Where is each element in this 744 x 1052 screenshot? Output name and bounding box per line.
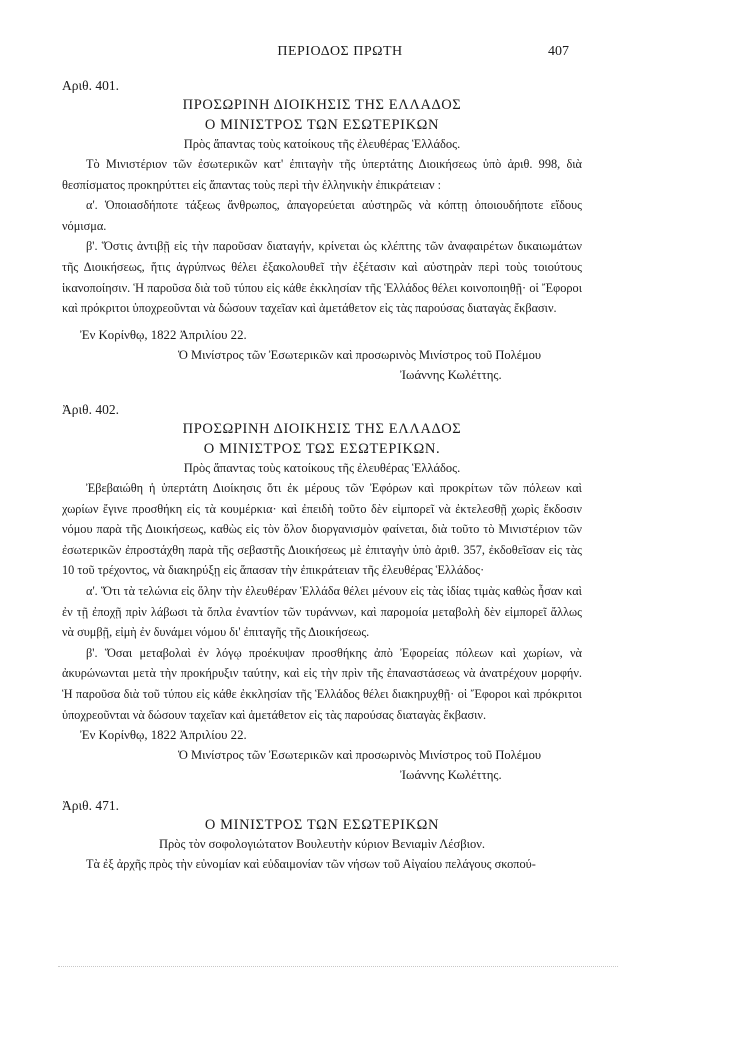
running-title: ΠΕΡΙΟΔΟΣ ΠΡΩΤΗ: [277, 44, 403, 59]
document-paragraph: α'. Ὅτι τὰ τελώνια εἰς ὅλην τὴν ἐλευθέραν Ἑλλάδα θέλει μένουν εἰς τὰς ἰδίας τιμὰς καθὼς ἦσαν καὶ ἐν τῇ ἐποχῇ πρὶν λάβωσι τὰ ὅπλα ἐναντίον τῶν τυράννων, καὶ παρομοία μεταβολὴ δὲν εἰμπορεῖ ἄλλως νὰ συμβῇ, εἰμὴ ἐν δυνάμει νόμου δι' ἐπιταγῆς τῆς Διοικήσεως.: [62, 583, 582, 640]
signature-name: Ἰωάννης Κωλέττης.: [400, 768, 502, 783]
scan-dotted-line: [58, 966, 618, 969]
document-471: [62, 796, 582, 875]
document-heading-line-1: Ο ΜΙΝΙΣΤΡΟΣ ΤΩΝ ΕΣΩΤΕΡΙΚΩΝ: [204, 817, 440, 833]
document-number: Ἀριθ. 471.: [62, 798, 119, 813]
page-number: 407: [548, 44, 569, 59]
document-paragraph: Τὰ ἐξ ἀρχῆς πρὸς τὴν εὐνομίαν καὶ εὐδαιμονίαν τῶν νήσων τοῦ Αἰγαίου πελάγους σκοπού-: [86, 857, 536, 871]
document-addressee: Πρὸς ἅπαντας τοὺς κατοίκους τῆς ἐλευθέρας Ἑλλάδος.: [183, 137, 461, 151]
document-addressee: Πρὸς ἅπαντας τοὺς κατοίκους τῆς ἐλευθέρας Ἑλλάδος.: [183, 461, 461, 475]
document-heading-line-1: ΠΡΟΣΩΡΙΝΗ ΔΙΟΙΚΗΣΙΣ ΤΗΣ ΕΛΛΑΔΟΣ: [182, 97, 462, 113]
document-number: Ἀριθ. 402.: [62, 402, 119, 417]
document-addressee: Πρὸς τὸν σοφολογιώτατον Βουλευτὴν κύριον Βενιαμὶν Λέσβιον.: [159, 837, 485, 851]
document-paragraph: α'. Ὁποιασδήποτε τάξεως ἄνθρωπος, ἀπαγορεύεται αὐστηρῶς νὰ κόπτῃ ὁποιουδήποτε εἴδους νόμισμα.: [62, 198, 582, 233]
document-paragraph: Ἐβεβαιώθη ἡ ὑπερτάτη Διοίκησις ὅτι ἐκ μέρους τῶν Ἐφόρων καὶ προκρίτων τῶν πόλεων καὶ χωρίων ἔγινε προσθήκη εἰς τὰ κουμέρκια· καὶ ἐπειδὴ τοῦτο δὲν εἰμπορεῖ νὰ ἐκτελεσθῇ χωρὶς ἔκδοσιν νόμου παρὰ τῆς Διοικήσεως, καθὼς εἰς τὸν ὅλον διοργανισμὸν φαίνεται, διὰ τοῦτο τὸ Μινιστέριον τῶν ἐσωτερικῶν ἐπροστάχθη παρὰ τῆς σεβαστῆς Διοικήσεως μὲ ἐπιταγὴν ὑπὸ ἀριθ. 357, ἐκδοθεῖσαν εἰς τὰς 10 τοῦ τρέχοντος, νὰ διακηρύξῃ εἰς ἅπασαν τὴν ἐπικράτειαν τῆς ἐλευθέρας Ἑλλάδος·: [62, 481, 582, 578]
document-heading-line-2: Ο ΜΙΝΙΣΤΡΟΣ ΤΩΣ ΕΣΩΤΕΡΙΚΩΝ.: [203, 441, 441, 457]
document-heading-line-1: ΠΡΟΣΩΡΙΝΗ ΔΙΟΙΚΗΣΙΣ ΤΗΣ ΕΛΛΑΔΟΣ: [182, 421, 462, 437]
document-number: Αριθ. 401.: [62, 78, 119, 93]
document-401: [62, 76, 582, 385]
running-header: [0, 44, 744, 66]
signature-name: Ἰωάννης Κωλέττης.: [400, 367, 502, 382]
signature-title: Ὁ Μινίστρος τῶν Ἐσωτερικῶν καὶ προσωρινὸς Μινίστρος τοῦ Πολέμου: [178, 347, 542, 362]
signature-title: Ὁ Μινίστρος τῶν Ἐσωτερικῶν καὶ προσωρινὸς Μινίστρος τοῦ Πολέμου: [178, 748, 542, 763]
place-date: Ἐν Κορίνθῳ, 1822 Ἀπριλίου 22.: [80, 327, 247, 342]
document-heading-line-2: Ο ΜΙΝΙΣΤΡΟΣ ΤΩΝ ΕΣΩΤΕΡΙΚΩΝ: [204, 117, 440, 133]
document-paragraph: Τὸ Μινιστέριον τῶν ἐσωτερικῶν κατ' ἐπιταγὴν τῆς ὑπερτάτης Διοικήσεως ὑπὸ ἀριθ. 998, διὰ θεσπίσματος προκηρύττει εἰς ἅπαντας τοὺς περὶ τὴν ἑλληνικὴν ἐπικράτειαν :: [62, 157, 582, 192]
document-402: [62, 400, 582, 785]
document-paragraph: β'. Ὅστις ἀντιβῇ εἰς τὴν παροῦσαν διαταγήν, κρίνεται ὡς κλέπτης τῶν ἀναφαιρέτων δικαιωμάτων τῆς Διοικήσεως, ἥτις ἀγρύπνως θέλει ἐξακολουθεῖ τὴν ἐξέτασιν καὶ αὐστηρὰν περὶ τοὺς τοιούτους ἱκανοποίησιν. Ἡ παροῦσα διὰ τοῦ τύπου εἰς κάθε ἐκκλησίαν τῆς Ἑλλάδος θέλει κοινοποιηθῇ· οἱ Ἔφοροι καὶ πρόκριτοι ὑποχρεοῦνται νὰ δώσουν ταχεῖαν καὶ ἀμετάθετον εἰς τὰς παρούσας διαταγὰς ἔκβασιν.: [62, 239, 582, 316]
place-date: Ἐν Κορίνθῳ, 1822 Ἀπριλίου 22.: [80, 728, 247, 743]
document-paragraph: β'. Ὅσαι μεταβολαὶ ἐν λόγῳ προέκυψαν προσθήκης ἀπὸ Ἐφορείας πόλεων καὶ χωρίων, νὰ ἀκυρώνωνται μετὰ τὴν προκήρυξιν ταύτην, καὶ εἰς τὴν πρὶν τῆς ἐπαναστάσεως νὰ ἀνατρέχουν μορφήν. Ἡ παροῦσα διὰ τοῦ τύπου εἰς κάθε ἐκκλησίαν τῆς Ἑλλάδος θέλει διακηρυχθῇ· οἱ Ἔφοροι καὶ πρόκριτοι ὑποχρεοῦνται νὰ δώσουν ταχεῖαν καὶ ἀμετάθετον εἰς τὰς παρούσας διαταγὰς ἔκβασιν.: [62, 645, 582, 722]
